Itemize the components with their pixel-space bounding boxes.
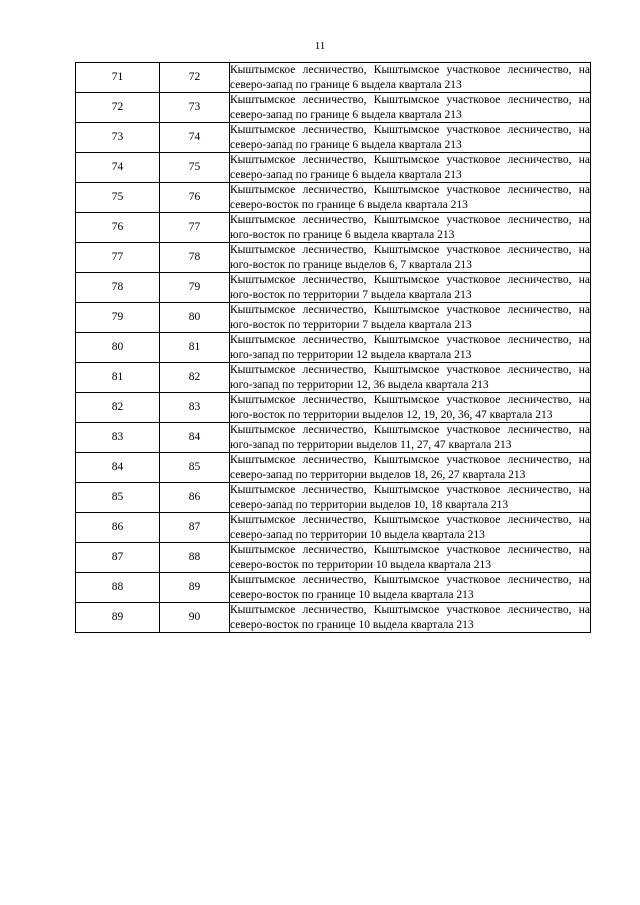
description-cell: Кыштымское лесничество, Кыштымское участковое лесничество, на северо-запад по границе 6 выдела квартала 213: [230, 124, 590, 151]
point-to-cell: 79: [160, 273, 230, 303]
table-row: [76, 513, 591, 543]
description-cell: Кыштымское лесничество, Кыштымское участковое лесничество, на северо-запад по границе 6 выдела квартала 213: [230, 64, 590, 91]
point-to-cell: 72: [160, 63, 230, 93]
point-to-cell: 78: [160, 243, 230, 273]
point-from-cell: 72: [76, 93, 160, 123]
point-from-cell: 85: [76, 483, 160, 513]
page-number: 11: [314, 40, 326, 52]
table-row: [76, 393, 591, 423]
description-cell: Кыштымское лесничество, Кыштымское участковое лесничество, на юго-восток по территории выделов 12, 19, 20, 36, 47 квартала 213: [230, 394, 590, 421]
point-from-cell: 83: [76, 423, 160, 453]
point-to-cell: 87: [160, 513, 230, 543]
table-body: [76, 63, 591, 633]
point-from-cell: 78: [76, 273, 160, 303]
description-cell: Кыштымское лесничество, Кыштымское участковое лесничество, на северо-запад по территории выделов 18, 26, 27 квартала 213: [230, 454, 590, 481]
point-to-cell: 89: [160, 573, 230, 603]
point-from-cell: 87: [76, 543, 160, 573]
point-to-cell: 84: [160, 423, 230, 453]
description-cell: Кыштымское лесничество, Кыштымское участковое лесничество, на северо-запад по границе 6 выдела квартала 213: [230, 94, 590, 121]
description-cell: Кыштымское лесничество, Кыштымское участковое лесничество, на северо-запад по территории выделов 10, 18 квартала 213: [230, 484, 590, 511]
point-to-cell: 90: [160, 603, 230, 633]
point-to-cell: 86: [160, 483, 230, 513]
table-row: [76, 333, 591, 363]
description-cell: Кыштымское лесничество, Кыштымское участковое лесничество, на юго-восток по территории 7 выдела квартала 213: [230, 274, 590, 301]
table-row: [76, 483, 591, 513]
table-row: [76, 153, 591, 183]
point-from-cell: 75: [76, 183, 160, 213]
description-cell: Кыштымское лесничество, Кыштымское участковое лесничество, на северо-запад по территории 10 выдела квартала 213: [230, 514, 590, 541]
table-row: [76, 423, 591, 453]
description-cell: Кыштымское лесничество, Кыштымское участковое лесничество, на северо-восток по границе 10 выдела квартала 213: [230, 574, 590, 601]
description-cell: Кыштымское лесничество, Кыштымское участковое лесничество, на юго-восток по границе выделов 6, 7 квартала 213: [230, 244, 590, 271]
point-from-cell: 82: [76, 393, 160, 423]
description-cell: Кыштымское лесничество, Кыштымское участковое лесничество, на юго-запад по территории выделов 11, 27, 47 квартала 213: [230, 424, 590, 451]
point-from-cell: 71: [76, 63, 160, 93]
point-from-cell: 76: [76, 213, 160, 243]
point-from-cell: 73: [76, 123, 160, 153]
point-to-cell: 83: [160, 393, 230, 423]
description-cell: Кыштымское лесничество, Кыштымское участковое лесничество, на юго-запад по территории 12 выдела квартала 213: [230, 334, 590, 361]
boundary-points-table: [75, 62, 591, 633]
point-from-cell: 88: [76, 573, 160, 603]
description-cell: Кыштымское лесничество, Кыштымское участковое лесничество, на юго-восток по территории 7 выдела квартала 213: [230, 304, 590, 331]
table-row: [76, 453, 591, 483]
table-row: [76, 603, 591, 633]
point-to-cell: 73: [160, 93, 230, 123]
table-row: [76, 63, 591, 93]
point-to-cell: 81: [160, 333, 230, 363]
point-to-cell: 82: [160, 363, 230, 393]
table-row: [76, 183, 591, 213]
point-to-cell: 76: [160, 183, 230, 213]
point-to-cell: 88: [160, 543, 230, 573]
description-cell: Кыштымское лесничество, Кыштымское участковое лесничество, на юго-восток по границе 6 выдела квартала 213: [230, 214, 590, 241]
point-from-cell: 89: [76, 603, 160, 633]
point-from-cell: 84: [76, 453, 160, 483]
table-row: [76, 123, 591, 153]
description-cell: Кыштымское лесничество, Кыштымское участковое лесничество, на северо-запад по границе 6 выдела квартала 213: [230, 154, 590, 181]
table-row: [76, 363, 591, 393]
point-from-cell: 77: [76, 243, 160, 273]
table-row: [76, 543, 591, 573]
table-row: [76, 243, 591, 273]
description-cell: Кыштымское лесничество, Кыштымское участковое лесничество, на северо-восток по границе 10 выдела квартала 213: [230, 604, 590, 631]
description-cell: Кыштымское лесничество, Кыштымское участковое лесничество, на северо-восток по границе 6 выдела квартала 213: [230, 184, 590, 211]
point-from-cell: 74: [76, 153, 160, 183]
point-to-cell: 80: [160, 303, 230, 333]
table-row: [76, 303, 591, 333]
point-from-cell: 81: [76, 363, 160, 393]
table-row: [76, 93, 591, 123]
description-cell: Кыштымское лесничество, Кыштымское участковое лесничество, на северо-восток по территории 10 выдела квартала 213: [230, 544, 590, 571]
point-to-cell: 85: [160, 453, 230, 483]
point-to-cell: 74: [160, 123, 230, 153]
point-to-cell: 75: [160, 153, 230, 183]
description-cell: Кыштымское лесничество, Кыштымское участковое лесничество, на юго-запад по территории 12, 36 выдела квартала 213: [230, 364, 590, 391]
point-from-cell: 79: [76, 303, 160, 333]
table-row: [76, 213, 591, 243]
table-row: [76, 573, 591, 603]
point-from-cell: 86: [76, 513, 160, 543]
table-row: [76, 273, 591, 303]
point-to-cell: 77: [160, 213, 230, 243]
point-from-cell: 80: [76, 333, 160, 363]
